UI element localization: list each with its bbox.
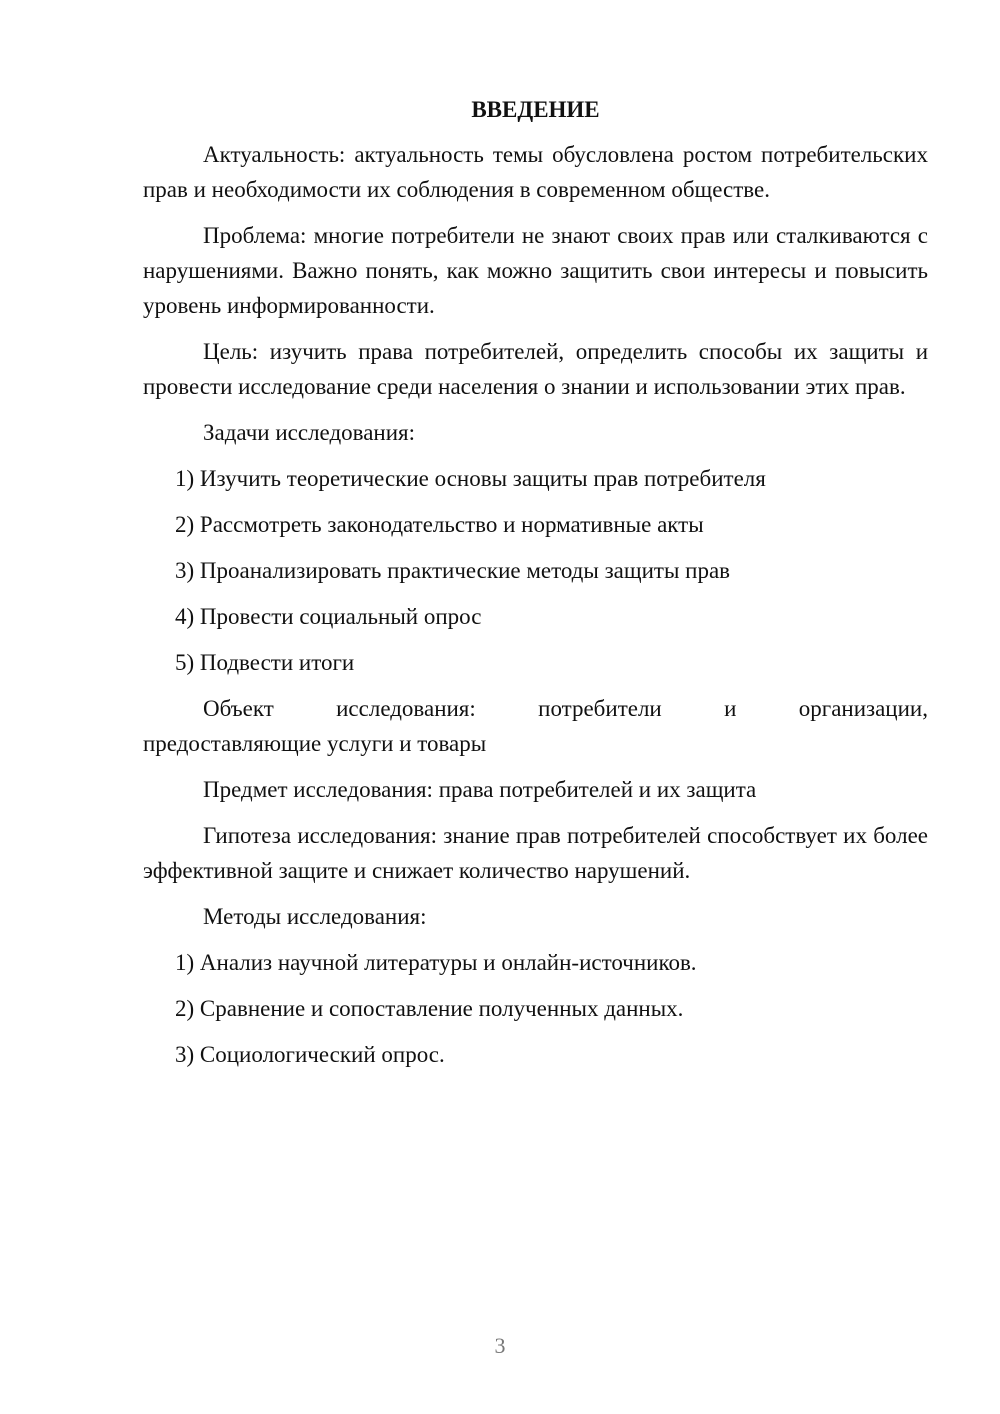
list-item: 2) Сравнение и сопоставление полученных данных.	[175, 996, 684, 1021]
page-number: 3	[494, 1333, 506, 1358]
list-item: 1) Изучить теоретические основы защиты прав потребителя	[175, 466, 766, 491]
object-line-2: предоставляющие услуги и товары	[143, 731, 487, 756]
problem-paragraph: Проблема: многие потребители не знают своих прав или сталкиваются с нарушениями. Важно понять, как можно защитить свои интересы и повысить уровень информированности.	[143, 223, 928, 318]
goal-paragraph: Цель: изучить права потребителей, определить способы их защиты и провести исследование среди населения о знании и использовании этих прав.	[143, 339, 928, 399]
hypothesis-paragraph: Гипотеза исследования: знание прав потребителей способствует их более эффективной защите и снижает количество нарушений.	[143, 823, 928, 883]
list-item: 4) Провести социальный опрос	[175, 604, 482, 629]
list-item: 5) Подвести итоги	[175, 650, 355, 675]
list-item: 3) Проанализировать практические методы защиты прав	[175, 558, 731, 583]
tasks-heading: Задачи исследования:	[203, 420, 416, 445]
object-line-1: Объект исследования: потребители и организации,	[203, 696, 928, 721]
relevance-paragraph: Актуальность: актуальность темы обусловлена ростом потребительских прав и необходимости их соблюдения в современном обществе.	[143, 142, 928, 202]
methods-list	[143, 945, 928, 1072]
document-page	[143, 96, 928, 1083]
tasks-list	[143, 461, 928, 680]
subject-paragraph: Предмет исследования: права потребителей и их защита	[203, 777, 757, 802]
object-paragraph	[143, 691, 928, 726]
list-item: 1) Анализ научной литературы и онлайн-источников.	[175, 950, 697, 975]
object-paragraph-continued	[143, 726, 928, 761]
list-item: 3) Социологический опрос.	[175, 1042, 445, 1067]
section-title: ВВЕДЕНИЕ	[471, 97, 600, 122]
methods-heading: Методы исследования:	[203, 904, 427, 929]
list-item: 2) Рассмотреть законодательство и нормативные акты	[175, 512, 704, 537]
